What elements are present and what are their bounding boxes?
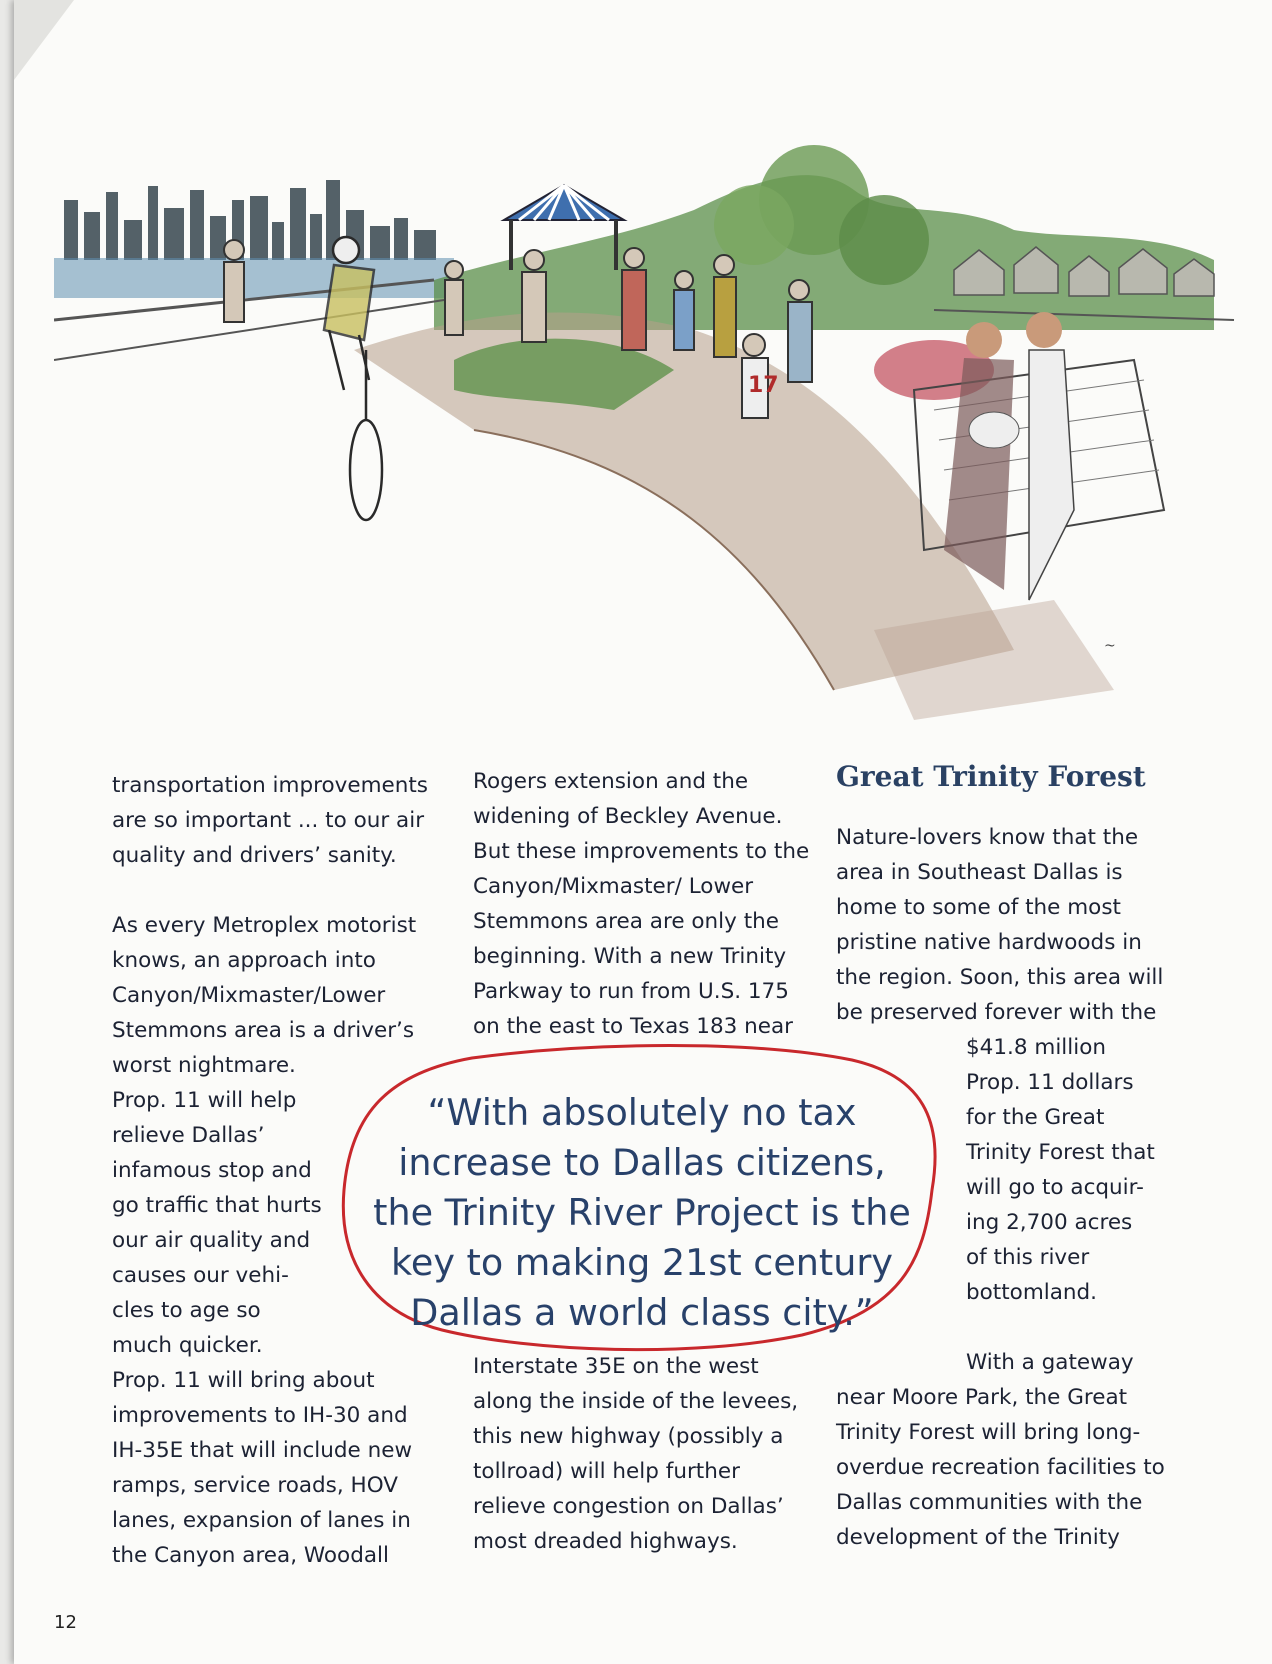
col3-paragraph-1: Nature-lovers know that the area in Southeast Dallas is home to some of the most pristine native hardwoods in the region. Soon, this area will be preserved forever with the <box>836 825 1164 1025</box>
col3-indented-text: $41.8 million Prop. 11 dollars for the Great Trinity Forest that will go to acquir- ing 2,700 acres of this river bottomland. <box>966 1035 1155 1305</box>
col1-paragraph-2: As every Metroplex motorist knows, an approach into Canyon/Mixmaster/Lower Stemmons area is a driver’s worst nightmare. Prop. 11 will help relieve Dallas’ infamous stop and go traffic that hurts our air quality and causes our vehi- cles to age so much quicker. Prop. 11 will bring about improvements to IH-30 and IH-35E that will include new ramps, service roads, HOV lanes, expansion of lanes in the Canyon area, Woodall <box>112 913 417 1568</box>
trinity-river-illustration <box>54 130 1244 730</box>
brochure-page <box>14 0 1272 1664</box>
pull-quote-text: “With absolutely no tax increase to Dallas citizens, the Trinity River Project is the key to making 21st century Dallas a world class city.” <box>373 1091 911 1334</box>
pull-quote <box>332 1040 952 1360</box>
folded-corner <box>14 0 74 80</box>
col2-paragraph-2: Interstate 35E on the west along the inside of the levees, this new highway (possibly a tollroad) will help further relieve congestion on Dallas’ most dreaded highways. <box>473 1354 799 1554</box>
col3-paragraph-2: With a gateway near Moore Park, the Great Trinity Forest will bring long- overdue recreation facilities to Dallas communities with the development of the Trinity <box>836 1350 1165 1550</box>
city-skyline <box>64 180 436 260</box>
jersey-number: 17 <box>748 373 779 398</box>
river <box>54 258 454 298</box>
page-number: 12 <box>54 1612 77 1633</box>
col2-paragraph-1: Rogers extension and the widening of Beckley Avenue. But these improvements to the Canyon/Mixmaster/ Lower Stemmons area are only the beginning. With a new Trinity Parkway to run from U.S. 175 on the east to Texas 183 near <box>473 769 810 1039</box>
section-heading: Great Trinity Forest <box>836 760 1146 793</box>
svg-text:~: ~ <box>1104 638 1116 654</box>
cyclist <box>324 237 382 520</box>
col1-paragraph-1: transportation improvements are so important ... to our air quality and drivers’ sanity. <box>112 773 429 868</box>
